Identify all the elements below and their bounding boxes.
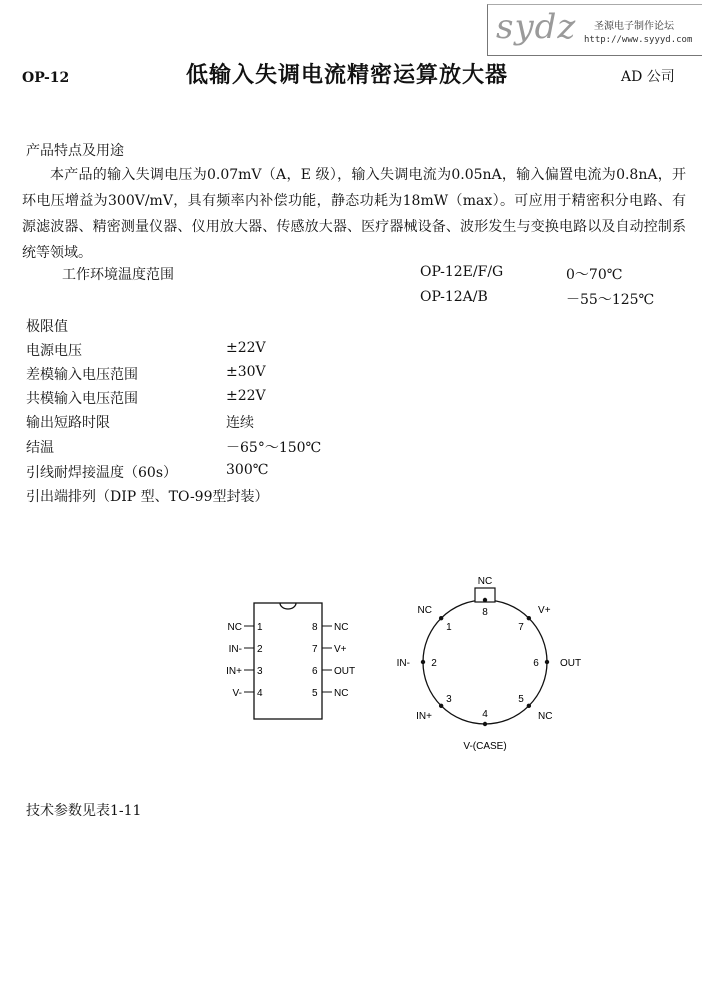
temp-range-1: 0～70℃	[566, 267, 623, 283]
to99-pin-name: NC	[538, 711, 553, 723]
logo-site-name: 圣源电子制作论坛	[594, 21, 674, 32]
limit-label: 电源电压	[26, 343, 82, 359]
dip-pin-number: 6	[312, 666, 318, 677]
temp-range-label: 工作环境温度范围	[62, 267, 174, 283]
dip-pin-name: IN+	[226, 666, 242, 677]
dip-pin-number: 7	[312, 644, 318, 655]
dip-pin-name: NC	[334, 688, 349, 699]
features-paragraph: 本产品的输入失调电压为0.07mV（A，E 级），输入失调电流为0.05nA，输入偏置电流为0.8nA，开环电压增益为300V/mV，具有频率内补偿功能，静态功耗为18mW（max）。可应用于精密积分电路、有源滤波器、精密测量仪器、仪用放大器、传感放大器、医疗器械设备、波形发生与变换电路以及自动控制系统等领域。	[22, 167, 686, 261]
to99-pin-number: 3	[446, 694, 452, 706]
temp-model-1: OP-12E/F/G	[420, 264, 504, 280]
limit-value: 连续	[226, 415, 254, 431]
dip-package-diagram	[210, 595, 370, 725]
limit-label: 输出短路时限	[26, 415, 110, 431]
dip-pin-number: 2	[257, 644, 263, 655]
page-title: 低输入失调电流精密运算放大器	[186, 63, 509, 88]
reference-note: 技术参数见表1-11	[26, 803, 142, 819]
dip-pin-number: 4	[257, 688, 263, 699]
part-number: OP-12	[22, 70, 70, 86]
dip-pin-name: IN-	[228, 644, 242, 655]
dip-pin-number: 5	[312, 688, 318, 699]
to99-pin-dot	[483, 598, 487, 602]
limit-label: 结温	[26, 440, 54, 456]
manufacturer: AD 公司	[621, 69, 675, 85]
limit-value: －65°～150℃	[226, 440, 322, 456]
to99-pin-dot	[421, 660, 425, 664]
pinout-heading: 引出端排列（DIP 型、TO-99型封装）	[26, 489, 269, 505]
to99-pin-name: V-(CASE)	[463, 741, 507, 752]
limit-value: ±30V	[226, 364, 266, 380]
dip-pin-number: 1	[257, 622, 263, 633]
to99-pin-number: 6	[533, 658, 539, 669]
limit-value: 300℃	[226, 462, 269, 478]
limit-label: 共模输入电压范围	[26, 391, 138, 407]
to99-pin-name: IN-	[396, 658, 410, 669]
limit-value: ±22V	[226, 388, 266, 404]
to99-pin-number: 4	[482, 709, 488, 720]
to99-pin-dot	[439, 704, 443, 708]
to99-pin-name: IN+	[416, 711, 432, 723]
dip-pin-number: 3	[257, 666, 263, 677]
to99-pin-number: 1	[446, 621, 452, 633]
to99-package-diagram	[395, 570, 595, 752]
to99-pin-dot	[527, 704, 531, 708]
dip-pin-name: V+	[334, 644, 347, 655]
to99-pin-number: 8	[482, 607, 488, 618]
temp-range-2: －55～125℃	[566, 292, 655, 308]
to99-pin-dot	[545, 660, 549, 664]
limit-value: ±22V	[226, 340, 266, 356]
logo-site-url: http://www.syyyd.com	[584, 35, 693, 45]
dip-pin-name: V-	[232, 688, 242, 699]
to99-pin-name: OUT	[560, 658, 582, 669]
dip-pin-name: NC	[227, 622, 242, 633]
to99-pin-number: 2	[431, 658, 437, 669]
to99-pin-dot	[527, 616, 531, 620]
to99-pin-number: 7	[518, 621, 524, 633]
temp-model-2: OP-12A/B	[420, 289, 488, 305]
to99-pin-number: 5	[518, 694, 524, 706]
dip-body	[254, 603, 322, 719]
dip-notch	[280, 603, 296, 609]
limit-label: 引线耐焊接温度（60s）	[26, 465, 177, 481]
to99-pin-name: NC	[477, 576, 493, 587]
dip-pin-name: OUT	[334, 666, 356, 677]
to99-pin-name: V+	[538, 604, 551, 616]
dip-pin-name: NC	[334, 622, 349, 633]
watermark-logo	[487, 4, 702, 56]
to99-pin-name: NC	[417, 604, 432, 616]
to99-pin-dot	[439, 616, 443, 620]
limit-label: 差模输入电压范围	[26, 367, 138, 383]
to99-pin-dot	[483, 722, 487, 726]
features-heading: 产品特点及用途	[26, 143, 124, 159]
limits-heading: 极限值	[26, 319, 68, 335]
logo-mark: sydz	[496, 7, 577, 47]
dip-pin-number: 8	[312, 622, 318, 633]
